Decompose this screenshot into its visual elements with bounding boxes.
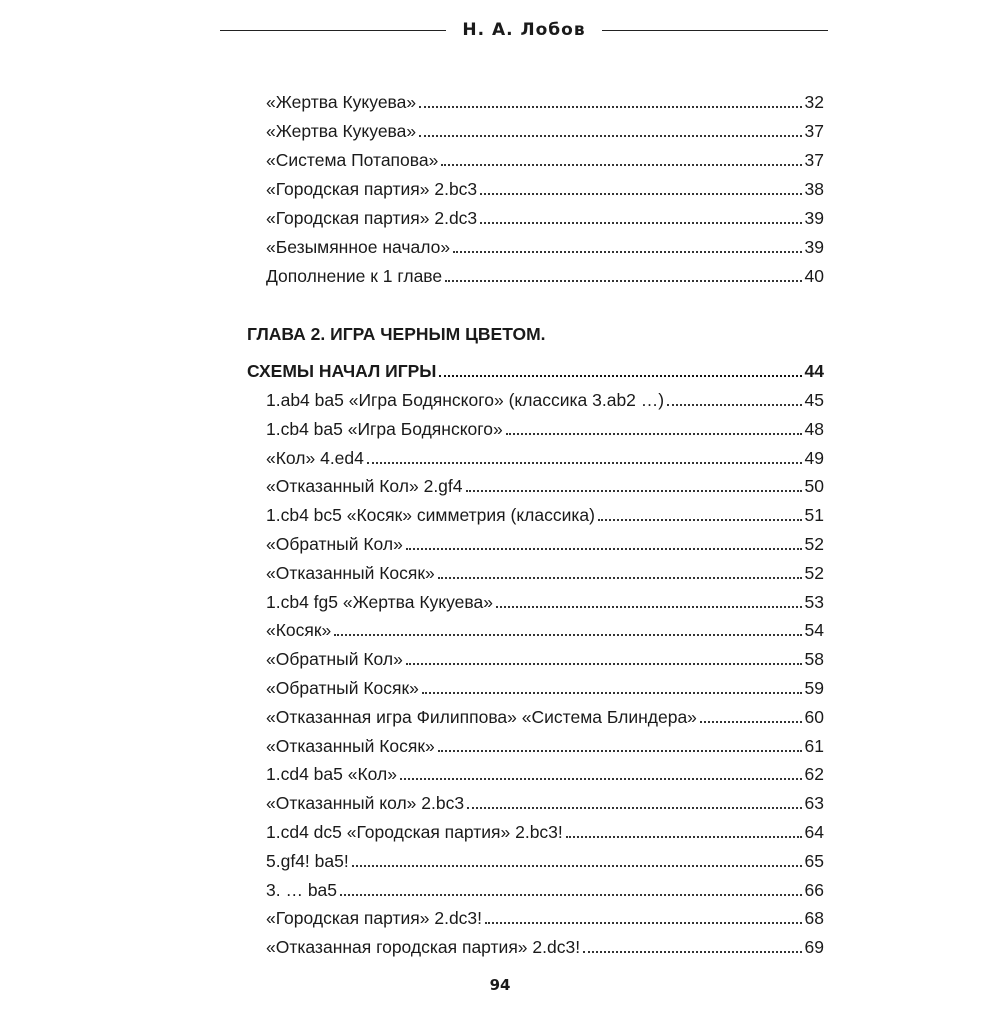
toc-entry-page: 37: [804, 150, 824, 170]
toc-entry-page: 59: [804, 678, 824, 698]
toc-entry[interactable]: [266, 641, 824, 670]
toc-entry[interactable]: [266, 785, 824, 814]
toc-entry[interactable]: [266, 872, 824, 901]
toc-entry[interactable]: [266, 929, 824, 958]
toc-entry-title: 1.cb4 ba5 «Игра Бодянского»: [266, 418, 503, 439]
toc-entry-title: 5.gf4! ba5!: [266, 850, 349, 871]
dot-leader: [352, 865, 802, 867]
toc-entry-page: 45: [804, 390, 824, 410]
page-number: 94: [489, 976, 511, 994]
toc-entry-title: «Система Потапова»: [266, 150, 439, 170]
dot-leader: [583, 951, 801, 953]
dot-leader: [496, 606, 802, 608]
toc-entry[interactable]: [266, 113, 824, 142]
toc-entry[interactable]: [266, 142, 824, 171]
dot-leader: [400, 778, 802, 780]
toc-entry[interactable]: [266, 382, 824, 411]
toc-entry[interactable]: [266, 555, 824, 584]
toc-entry[interactable]: [266, 468, 824, 497]
toc-entry-page: 58: [804, 649, 824, 670]
toc-entry[interactable]: [266, 84, 824, 113]
dot-leader: [445, 280, 801, 282]
toc-entry-title: «Жертва Кукуева»: [266, 92, 417, 112]
toc-entry-page: 37: [804, 121, 824, 141]
chapter-subheading-entry[interactable]: [247, 353, 824, 382]
toc-entry[interactable]: [266, 612, 824, 641]
dot-leader: [406, 663, 802, 665]
toc-entry-page: 64: [804, 822, 824, 842]
chapter-heading: ГЛАВА 2. ИГРА ЧЕРНЫМ ЦВЕТОМ.: [247, 324, 546, 344]
dot-leader: [419, 135, 801, 137]
toc-entry-title: 1.cb4 fg5 «Жертва Кукуева»: [266, 591, 493, 612]
toc-entry-page: 65: [804, 850, 824, 871]
dot-leader: [598, 519, 802, 521]
running-header: [220, 18, 828, 42]
toc-entry-title: «Жертва Кукуева»: [266, 121, 417, 141]
dot-leader: [453, 251, 801, 253]
toc-entry[interactable]: [266, 497, 824, 526]
toc-entry-title: 1.cd4 dc5 «Городская партия» 2.bc3!: [266, 822, 563, 842]
toc-entry[interactable]: [266, 900, 824, 929]
toc-entry-page: 53: [804, 591, 824, 612]
toc-entry-page: 38: [804, 179, 824, 199]
toc-entry-page: 69: [804, 937, 824, 958]
toc-entry[interactable]: [266, 699, 824, 728]
dot-leader: [438, 750, 802, 752]
toc-entry-title: «Отказанный кол» 2.bc3: [266, 793, 465, 814]
toc-entry-title: «Городская партия» 2.dc3!: [266, 908, 483, 929]
toc-entry-title: «Обратный Кол»: [266, 534, 403, 554]
dot-leader: [406, 548, 802, 550]
dot-leader: [441, 164, 801, 166]
toc-entry[interactable]: [266, 411, 824, 440]
toc-entry[interactable]: [266, 670, 824, 699]
toc-entry-page: 61: [804, 735, 824, 756]
toc-entry-page: 39: [804, 237, 824, 257]
dot-leader: [334, 634, 801, 636]
dot-leader: [480, 193, 801, 195]
toc-entry[interactable]: [266, 526, 824, 555]
toc-entry-page: 60: [804, 706, 824, 727]
toc-entry-title: Дополнение к 1 главе: [266, 266, 443, 286]
toc-entry-title: «Городская партия» 2.bc3: [266, 179, 478, 199]
dot-leader: [700, 721, 802, 723]
toc-entry-page: 68: [804, 908, 824, 929]
toc-entry-page: 40: [804, 266, 824, 286]
chapter-subheading: СХЕМЫ НАЧАЛ ИГРЫ: [247, 361, 437, 381]
header-rule-left: [220, 30, 446, 31]
toc-entry[interactable]: [266, 756, 824, 785]
toc-entry-title: 1.ab4 ba5 «Игра Бодянского» (классика 3.ab2 …): [266, 390, 665, 410]
toc-entry-title: «Обратный Кол»: [266, 649, 403, 670]
dot-leader: [422, 692, 802, 694]
toc-entry-title: «Косяк»: [266, 620, 332, 641]
dot-leader: [467, 807, 801, 809]
toc-entry-title: «Отказанный Кол» 2.gf4: [266, 476, 463, 497]
toc-entry-page: 52: [804, 562, 824, 583]
toc-entry[interactable]: [266, 728, 824, 757]
toc-entry-title: «Кол» 4.ed4: [266, 447, 364, 468]
toc-entry-page: 48: [804, 418, 824, 439]
toc-entry[interactable]: [266, 229, 824, 258]
toc-entry-title: «Отказанная игра Филиппова» «Система Блиндера»: [266, 706, 697, 727]
dot-leader: [367, 462, 802, 464]
toc-entry[interactable]: [266, 440, 824, 469]
toc-entry[interactable]: [266, 584, 824, 613]
toc-entry-page: 51: [804, 505, 824, 526]
dot-leader: [506, 433, 802, 435]
dot-leader: [466, 490, 802, 492]
toc-entry[interactable]: [266, 258, 824, 287]
toc-entry-page: 63: [804, 793, 824, 814]
toc-entry-page: 49: [804, 447, 824, 468]
toc-entry-page: 50: [804, 476, 824, 497]
toc-entry-page: 62: [804, 764, 824, 785]
toc-entry-title: «Отказанный Косяк»: [266, 562, 435, 583]
toc-entry-title: «Безымянное начало»: [266, 237, 451, 257]
toc-entry-title: «Отказанная городская партия» 2.dc3!: [266, 937, 581, 958]
toc-entry-page: 54: [804, 620, 824, 641]
toc-entry-page: 39: [804, 208, 824, 228]
toc-entry-page: 52: [804, 534, 824, 554]
toc-entry-page: 66: [804, 879, 824, 900]
toc-entry[interactable]: [266, 171, 824, 200]
toc-entry-title: «Городская партия» 2.dc3: [266, 208, 478, 228]
chapter-page: 44: [804, 361, 824, 381]
dot-leader: [566, 836, 802, 838]
header-rule-right: [602, 30, 828, 31]
toc-entry[interactable]: [266, 200, 824, 229]
dot-leader: [340, 894, 802, 896]
toc-entry-page: 32: [804, 92, 824, 112]
toc-entry-title: 1.cb4 bc5 «Косяк» симметрия (классика): [266, 505, 595, 526]
toc-entry-title: 3. … ba5: [266, 879, 338, 900]
toc-entry-title: «Отказанный Косяк»: [266, 735, 435, 756]
dot-leader: [667, 404, 801, 406]
toc-entry[interactable]: [266, 843, 824, 872]
toc-entry[interactable]: [266, 814, 824, 843]
dot-leader: [485, 922, 802, 924]
dot-leader: [419, 106, 801, 108]
dot-leader: [480, 222, 801, 224]
header-author: Н. А. Лобов: [462, 20, 586, 40]
dot-leader: [439, 375, 801, 377]
dot-leader: [438, 577, 802, 579]
toc-entry-title: 1.cd4 ba5 «Кол»: [266, 764, 397, 785]
toc-entry-title: «Обратный Косяк»: [266, 678, 419, 698]
